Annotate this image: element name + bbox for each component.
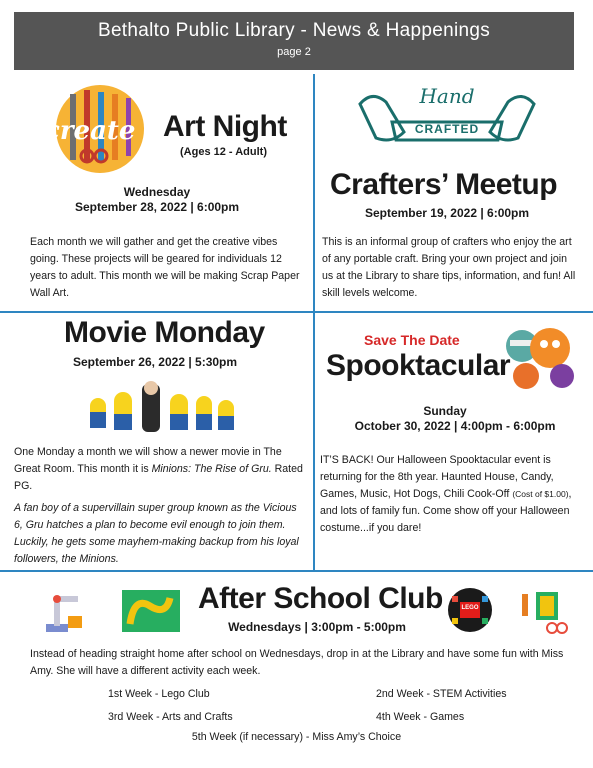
halloween-characters-image xyxy=(500,322,580,392)
crafters-title: Crafters’ Meetup xyxy=(330,168,558,201)
minions-image xyxy=(82,378,242,436)
spook-description xyxy=(320,452,578,537)
horizontal-divider-top xyxy=(0,311,593,313)
logo-crafted-text: CRAFTED xyxy=(414,122,480,136)
week-2: 2nd Week - STEM Activities xyxy=(376,688,507,700)
arts-supplies-image xyxy=(516,586,572,636)
week-4: 4th Week - Games xyxy=(376,711,465,723)
movie-description xyxy=(14,444,304,495)
vertical-divider xyxy=(313,74,315,570)
logo-hand-text: Hand xyxy=(419,84,475,108)
movie-title: Movie Monday xyxy=(64,316,265,349)
spook-body-post: , and lots of family fun. Come show off your Halloween costume...if you dare! xyxy=(320,488,572,534)
movie-body-pre: One Monday a month we will show a newer movie in The Great Room. This month it is xyxy=(14,446,282,475)
art-night-description: Each month we will gather and get the creative vibes going. These projects will be geared for individuals 12 years to adult. This month we will be making Scrap Paper Wall Art. xyxy=(30,236,300,299)
lego-logo-text: LEGO xyxy=(461,605,479,611)
week-3: 3rd Week - Arts and Crafts xyxy=(108,711,233,723)
crafters-date: September 19, 2022 | 6:00pm xyxy=(364,206,530,220)
board-game-image xyxy=(120,586,182,636)
after-school-schedule: Wednesdays | 3:00pm - 5:00pm xyxy=(228,620,406,634)
stem-robot-arm-image xyxy=(40,586,86,636)
week-5: 5th Week (if necessary) - Miss Amy’s Choice xyxy=(191,731,402,743)
art-night-title: Art Night xyxy=(163,110,287,143)
spook-day: Sunday xyxy=(423,404,467,418)
lego-logo xyxy=(446,586,494,634)
movie-date: September 26, 2022 | 5:30pm xyxy=(72,355,238,369)
horizontal-divider-bottom xyxy=(0,570,593,572)
art-night-day: Wednesday xyxy=(123,185,191,199)
movie-synopsis: A fan boy of a supervillain super group known as the Vicious 6, Gru hatches a plan to become evil enough to join them. Luckily, he gets some mayhem-making backup from his loyal followers, the Minions. xyxy=(14,502,299,565)
crafters-description: This is an informal group of crafters who enjoy the art of any portable craft. Bring your own project and join us at the Library to share tips, information, and fun! All skill levels welcome. xyxy=(322,236,576,299)
week-1: 1st Week - Lego Club xyxy=(108,688,210,700)
create-logo-text: create xyxy=(44,116,136,146)
art-night-date: September 28, 2022 | 6:00pm xyxy=(74,200,240,214)
save-the-date: Save The Date xyxy=(364,332,460,348)
handcrafted-logo xyxy=(352,84,542,164)
after-school-description: Instead of heading straight home after school on Wednesdays, drop in at the Library and have some fun with Miss Amy. She will have a different activity each week. xyxy=(30,648,564,677)
movie-name: Minions: The Rise of Gru. xyxy=(151,463,272,475)
movie-body-post: Rated PG. xyxy=(14,463,303,492)
art-night-ages: (Ages 12 - Adult) xyxy=(180,146,267,158)
create-logo xyxy=(40,84,150,174)
spooktacular-title: Spooktacular xyxy=(326,349,511,382)
header-title: Bethalto Public Library - News & Happenings xyxy=(97,20,491,41)
page-header xyxy=(14,12,574,70)
page-number: page 2 xyxy=(277,46,311,58)
spook-cost: (Cost of $1.00) xyxy=(512,489,569,499)
spook-date: October 30, 2022 | 4:00pm - 6:00pm xyxy=(354,419,556,433)
spook-body-pre: IT’S BACK! Our Halloween Spooktacular event is returning for the 8th year. Haunted House, Candy, Games, Music, Hot Dogs, Chili Cook-Off xyxy=(320,454,554,500)
after-school-title: After School Club xyxy=(198,582,443,615)
